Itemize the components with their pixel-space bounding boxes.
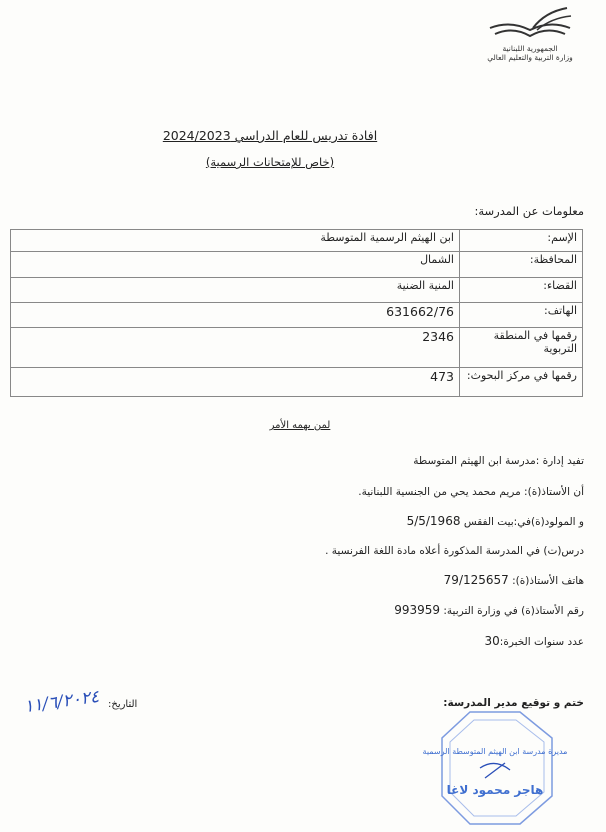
document-title: افادة تدريس للعام الدراسي 2024/2023 (162, 128, 378, 143)
body-line: تفيد إدارة :مدرسة ابن الهيثم المتوسطة (413, 455, 584, 467)
label: عدد سنوات الخبرة: (499, 636, 584, 648)
body-line: أن الأستاذ(ة): مريم محمد يحي من الجنسية اللبنانية. (358, 486, 584, 498)
republic-name: الجمهورية اللبنانية (502, 44, 558, 53)
birthplace: و المولود(ة)في:بيت الفقس (463, 516, 584, 528)
table-row (11, 252, 583, 278)
ministry-name: وزارة التربية والتعليم العالي (487, 53, 573, 62)
birth-date: 5/5/1968 (406, 514, 461, 528)
ministry-logo (470, 6, 590, 66)
table-row (11, 278, 583, 303)
signature-label: ختم و توقيع مدير المدرسة: (443, 697, 584, 709)
label: الهاتف: (460, 303, 583, 328)
value: 631662/76 (11, 303, 460, 328)
date-value: ١١/٦/٢٠٢٤ (23, 686, 101, 718)
label: الإسم: (460, 230, 583, 252)
value: 473 (11, 368, 460, 397)
open-book-icon (485, 6, 575, 40)
stamp-title: مديرة مدرسة ابن الهيثم المتوسطة الرسمية (422, 747, 568, 756)
to-whom-heading: لمن يهمه الأمر (269, 420, 331, 431)
school-info-table (10, 229, 583, 397)
table-row (11, 230, 583, 252)
body-line (394, 603, 584, 617)
teacher-phone: 79/125657 (443, 573, 509, 587)
label: المحافظة: (460, 252, 583, 278)
body-line (444, 573, 584, 587)
table-row (11, 328, 583, 368)
handwritten-date (18, 686, 106, 722)
document-subtitle: (خاص للإمتحانات الرسمية) (205, 155, 335, 169)
table-row (11, 368, 583, 397)
label: رقمها في مركز البحوث: (460, 368, 583, 397)
table-row (11, 303, 583, 328)
school-stamp (420, 708, 570, 828)
school-info-heading: معلومات عن المدرسة: (474, 204, 584, 218)
body-line: درس(ت) في المدرسة المذكورة أعلاه مادة اللغة الفرنسية . (325, 545, 584, 557)
stamp-name: هاجر محمود لاغا (446, 783, 544, 797)
date-label: التاريخ: (108, 699, 138, 710)
label: هاتف الأستاذ(ة): (512, 575, 584, 587)
value: ابن الهيثم الرسمية المتوسطة (11, 230, 460, 252)
stamp-drawing (420, 708, 570, 828)
label: القضاء: (460, 278, 583, 303)
body-line (485, 634, 585, 648)
value: الشمال (11, 252, 460, 278)
value: المنية الضنية (11, 278, 460, 303)
label: رقمها في المنطقة التربوية (460, 328, 583, 368)
ministry-number: 993959 (394, 603, 441, 617)
value: 2346 (11, 328, 460, 368)
experience-years: 30 (484, 634, 500, 648)
label: رقم الأستاذ(ة) في وزارة التربية: (443, 605, 584, 617)
body-line (407, 514, 584, 528)
